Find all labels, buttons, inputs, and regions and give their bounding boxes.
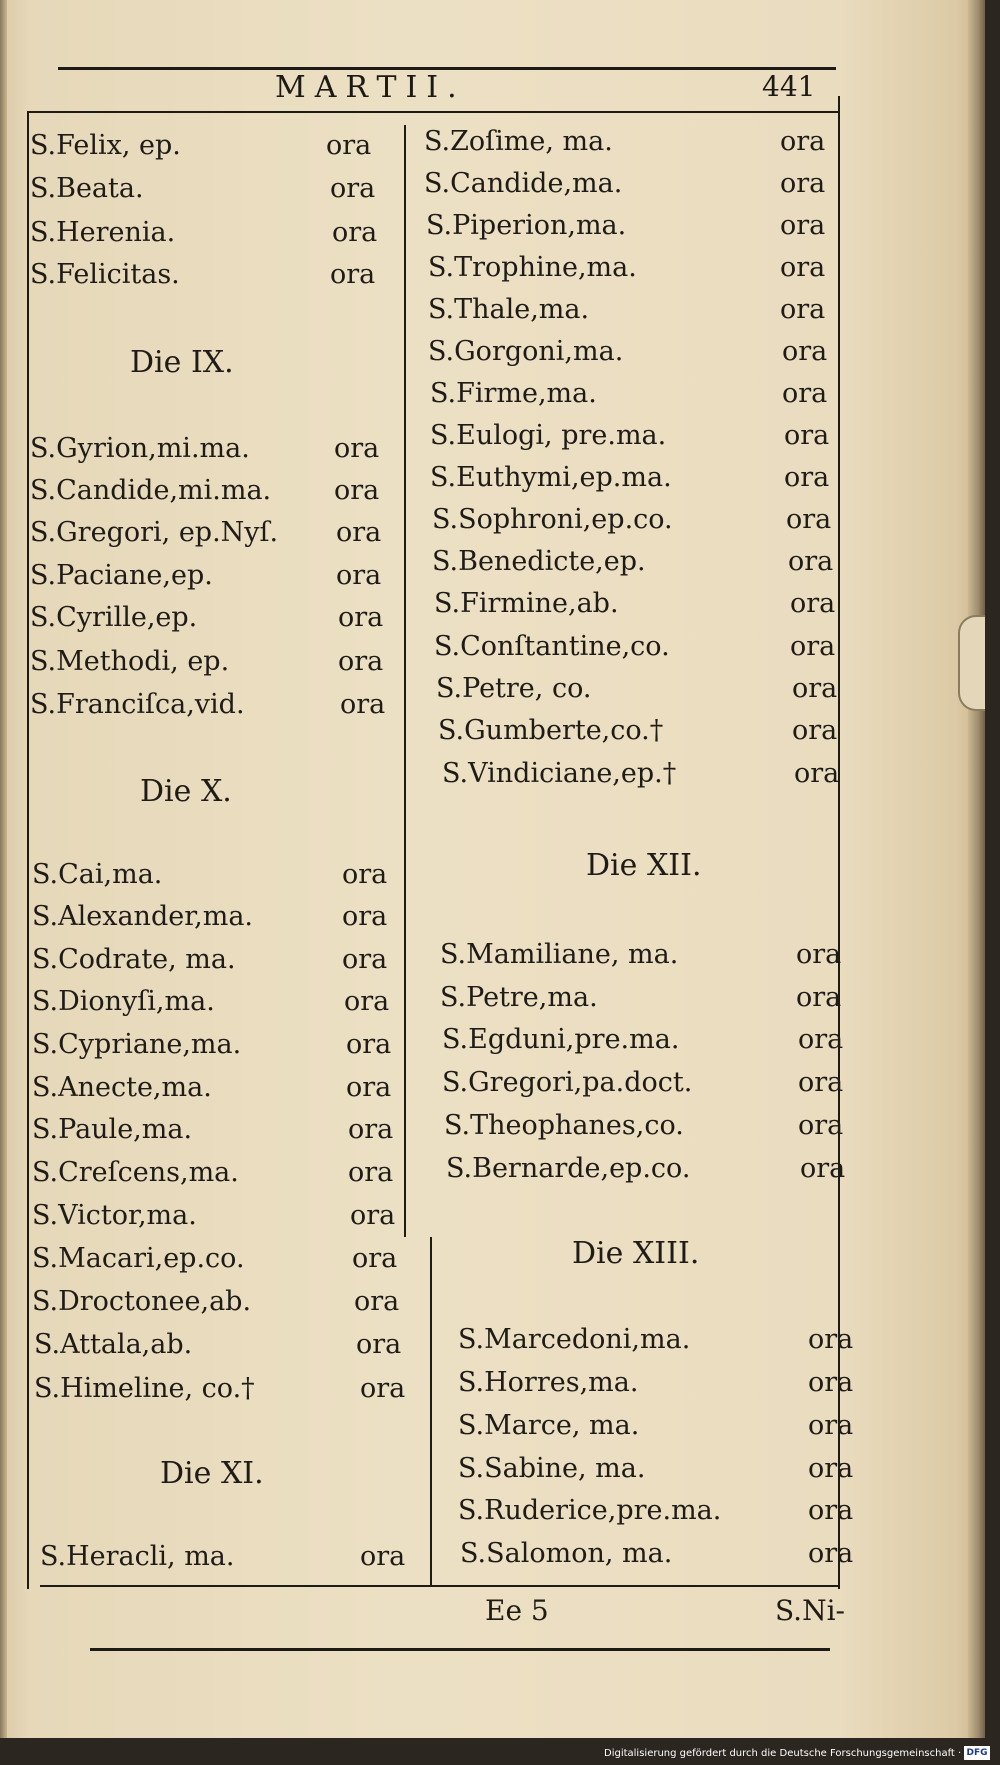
saint-name: S.Beata. <box>30 173 144 204</box>
litany-response: ora <box>808 1495 854 1526</box>
left-margin-rule <box>27 111 29 1589</box>
saint-name: S.Cai,ma. <box>32 859 163 890</box>
litany-response: ora <box>340 689 386 720</box>
litany-response: ora <box>784 462 830 493</box>
litany-response: ora <box>780 294 826 325</box>
litany-response: ora <box>786 504 832 535</box>
litany-response: ora <box>360 1373 406 1404</box>
saint-name: S.Gumberte,co.† <box>438 715 664 746</box>
saint-name: S.Gregori, ep.Nyſ. <box>30 517 279 548</box>
saint-name: S.Codrate, ma. <box>32 944 236 975</box>
saint-name: S.Felicitas. <box>30 259 180 290</box>
litany-response: ora <box>780 252 826 283</box>
saint-name: S.Dionyſi,ma. <box>32 986 215 1017</box>
litany-response: ora <box>780 126 826 157</box>
day-heading: Die XI. <box>160 1456 264 1491</box>
saint-name: S.Macari,ep.co. <box>32 1243 245 1274</box>
catchword: S.Ni- <box>775 1594 845 1627</box>
index-tab <box>958 615 985 711</box>
column-divider-lower <box>430 1237 432 1587</box>
saint-name: S.Vindiciane,ep.† <box>442 758 677 789</box>
saint-name: S.Droctonee,ab. <box>32 1286 252 1317</box>
litany-response: ora <box>800 1153 846 1184</box>
footer-rule <box>90 1648 830 1651</box>
litany-response: ora <box>792 673 838 704</box>
saint-name: S.Paciane,ep. <box>30 560 213 591</box>
saint-name: S.Gregori,pa.doct. <box>442 1067 693 1098</box>
litany-response: ora <box>332 217 378 248</box>
litany-response: ora <box>338 602 384 633</box>
litany-response: ora <box>356 1329 402 1360</box>
dfg-logo: DFG <box>964 1746 990 1760</box>
saint-name: S.Methodi, ep. <box>30 646 230 677</box>
litany-response: ora <box>330 173 376 204</box>
saint-name: S.Anecte,ma. <box>32 1072 212 1103</box>
litany-response: ora <box>346 1029 392 1060</box>
litany-response: ora <box>808 1538 854 1569</box>
saint-name: S.Candide,mi.ma. <box>30 475 272 506</box>
saint-name: S.Ruderice,pre.ma. <box>458 1495 722 1526</box>
litany-response: ora <box>788 546 834 577</box>
litany-response: ora <box>780 210 826 241</box>
day-heading: Die IX. <box>130 345 234 380</box>
saint-name: S.Egduni,pre.ma. <box>442 1024 680 1055</box>
litany-response: ora <box>790 631 836 662</box>
saint-name: S.Theophanes,co. <box>444 1110 684 1141</box>
litany-response: ora <box>336 560 382 591</box>
litany-response: ora <box>796 982 842 1013</box>
litany-response: ora <box>342 944 388 975</box>
litany-response: ora <box>354 1286 400 1317</box>
day-heading: Die X. <box>140 774 232 809</box>
saint-name: S.Thale,ma. <box>428 294 590 325</box>
saint-name: S.Euthymi,ep.ma. <box>430 462 672 493</box>
saint-name: S.Paule,ma. <box>32 1114 193 1145</box>
saint-name: S.Salomon, ma. <box>460 1538 673 1569</box>
saint-name: S.Firmine,ab. <box>434 588 619 619</box>
litany-response: ora <box>808 1410 854 1441</box>
litany-response: ora <box>780 168 826 199</box>
saint-name: S.Eulogi, pre.ma. <box>430 420 667 451</box>
saint-name: S.Sabine, ma. <box>458 1453 646 1484</box>
saint-name: S.Felix, ep. <box>30 130 181 161</box>
litany-response: ora <box>360 1541 406 1572</box>
page-edge-shadow <box>968 0 985 1738</box>
litany-response: ora <box>808 1367 854 1398</box>
litany-response: ora <box>798 1067 844 1098</box>
saint-name: S.Himeline, co.† <box>34 1373 255 1404</box>
saint-name: S.Alexander,ma. <box>32 901 254 932</box>
litany-response: ora <box>798 1110 844 1141</box>
column-divider-upper <box>404 125 406 1237</box>
litany-response: ora <box>334 475 380 506</box>
saint-name: S.Trophine,ma. <box>428 252 637 283</box>
page-number: 441 <box>762 70 816 103</box>
saint-name: S.Gorgoni,ma. <box>428 336 624 367</box>
saint-name: S.Herenia. <box>30 217 176 248</box>
litany-response: ora <box>794 758 840 789</box>
litany-response: ora <box>338 646 384 677</box>
saint-name: S.Bernarde,ep.co. <box>446 1153 691 1184</box>
litany-response: ora <box>782 378 828 409</box>
saint-name: S.Victor,ma. <box>32 1200 197 1231</box>
litany-response: ora <box>336 517 382 548</box>
saint-name: S.Conſtantine,co. <box>434 631 670 662</box>
litany-response: ora <box>348 1114 394 1145</box>
page-header-title: MARTII. <box>275 70 466 105</box>
litany-response: ora <box>344 986 390 1017</box>
saint-name: S.Franciſca,vid. <box>30 689 245 720</box>
day-heading: Die XIII. <box>572 1236 700 1271</box>
litany-response: ora <box>342 901 388 932</box>
litany-response: ora <box>808 1324 854 1355</box>
day-heading: Die XII. <box>586 848 702 883</box>
saint-name: S.Marce, ma. <box>458 1410 640 1441</box>
litany-response: ora <box>784 420 830 451</box>
saint-name: S.Piperion,ma. <box>426 210 627 241</box>
litany-response: ora <box>326 130 372 161</box>
saint-name: S.Gyrion,mi.ma. <box>30 433 250 464</box>
saint-name: S.Petre,ma. <box>440 982 598 1013</box>
saint-name: S.Creſcens,ma. <box>32 1157 239 1188</box>
litany-response: ora <box>350 1200 396 1231</box>
litany-response: ora <box>334 433 380 464</box>
litany-response: ora <box>330 259 376 290</box>
litany-response: ora <box>796 939 842 970</box>
signature-mark: Ee 5 <box>485 1594 549 1627</box>
litany-response: ora <box>782 336 828 367</box>
page-gutter-shadow <box>0 0 7 1738</box>
saint-name: S.Marcedoni,ma. <box>458 1324 691 1355</box>
saint-name: S.Candide,ma. <box>424 168 623 199</box>
litany-response: ora <box>346 1072 392 1103</box>
saint-name: S.Firme,ma. <box>430 378 597 409</box>
saint-name: S.Zoſime, ma. <box>424 126 613 157</box>
litany-response: ora <box>352 1243 398 1274</box>
saint-name: S.Attala,ab. <box>34 1329 193 1360</box>
saint-name: S.Petre, co. <box>436 673 592 704</box>
litany-response: ora <box>790 588 836 619</box>
saint-name: S.Heracli, ma. <box>40 1541 235 1572</box>
header-rule <box>28 111 838 113</box>
digitization-credit: Digitalisierung gefördert durch die Deutsche Forschungsgemeinschaft · <box>604 1748 962 1759</box>
saint-name: S.Horres,ma. <box>458 1367 639 1398</box>
saint-name: S.Cyrille,ep. <box>30 602 198 633</box>
saint-name: S.Mamiliane, ma. <box>440 939 679 970</box>
litany-response: ora <box>798 1024 844 1055</box>
litany-response: ora <box>348 1157 394 1188</box>
bottom-rule <box>40 1585 838 1587</box>
litany-response: ora <box>808 1453 854 1484</box>
saint-name: S.Cypriane,ma. <box>32 1029 242 1060</box>
litany-response: ora <box>342 859 388 890</box>
saint-name: S.Sophroni,ep.co. <box>432 504 673 535</box>
litany-response: ora <box>792 715 838 746</box>
saint-name: S.Benedicte,ep. <box>432 546 646 577</box>
